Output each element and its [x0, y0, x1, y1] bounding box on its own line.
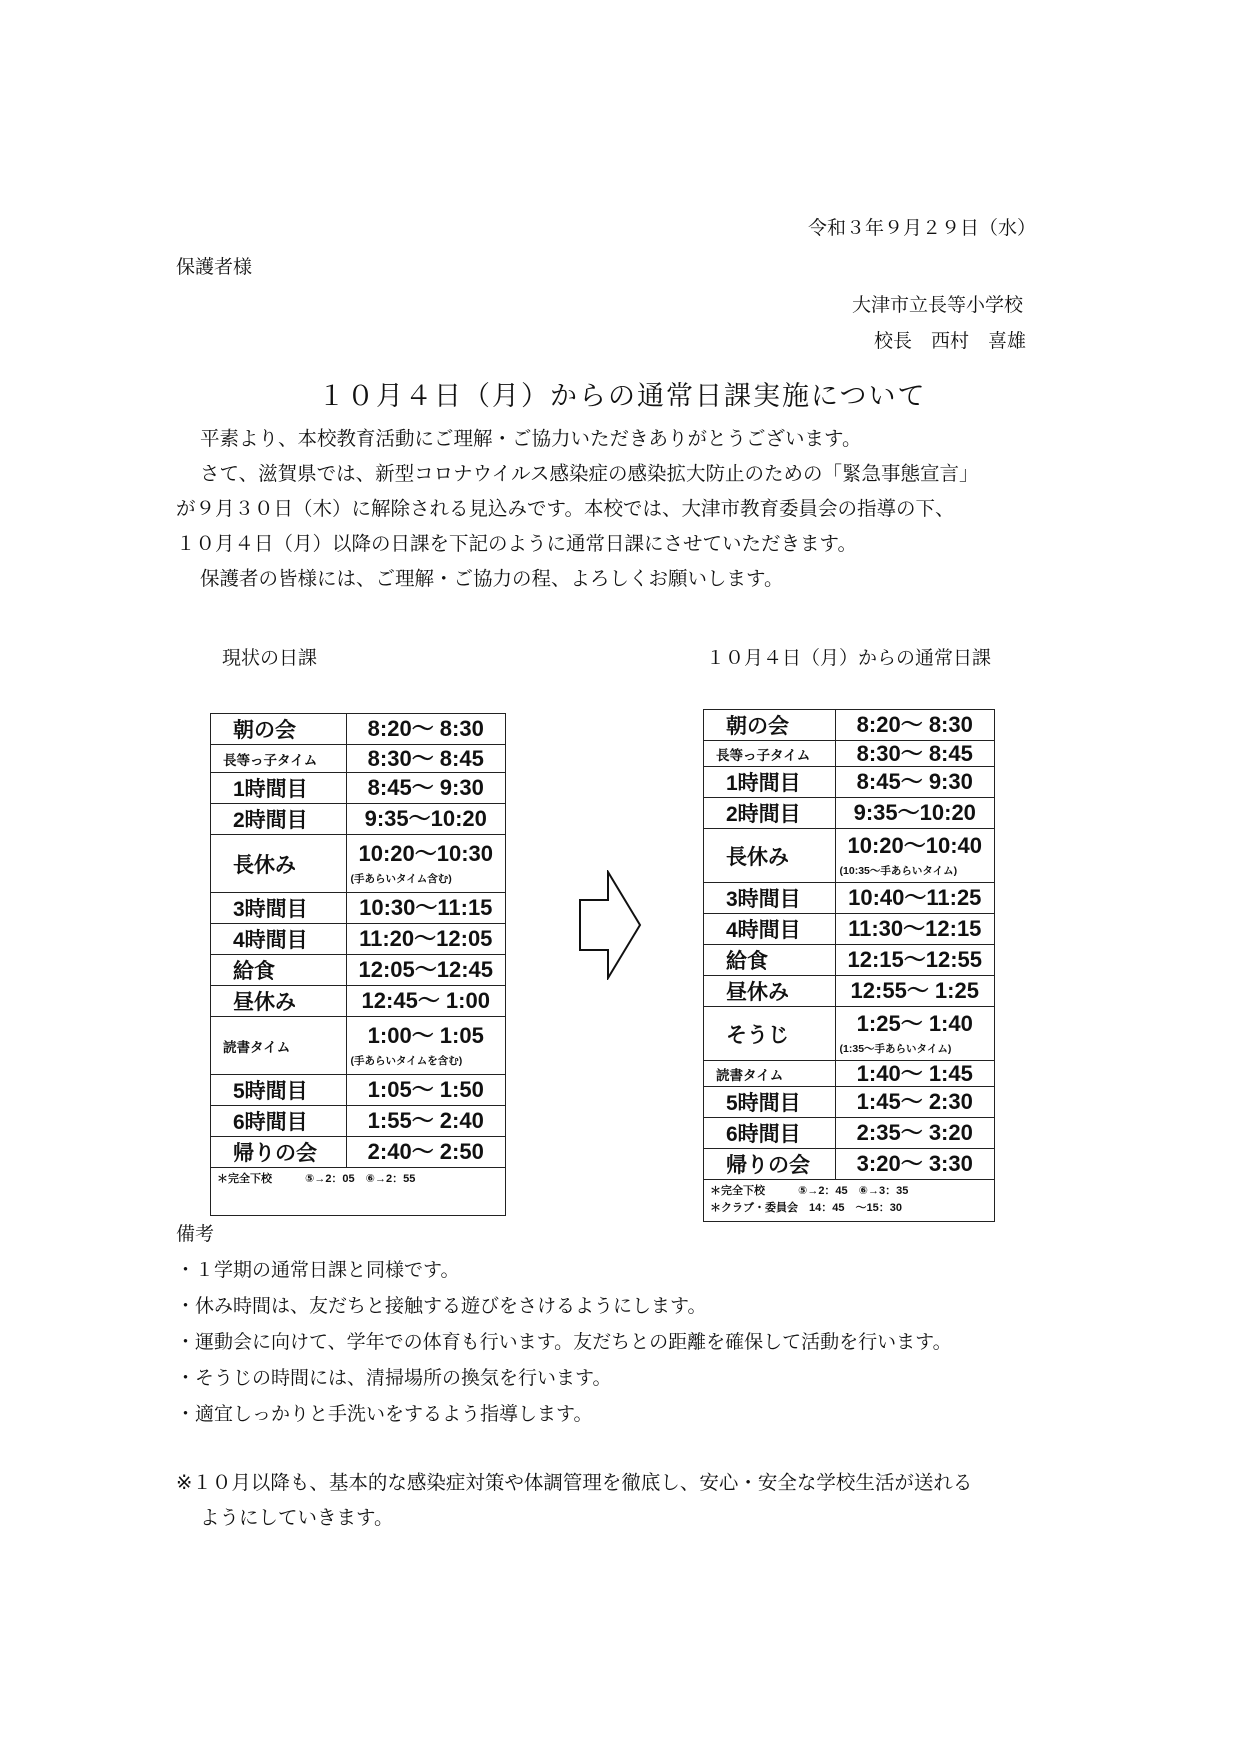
new-schedule-heading: １０月４日（月）からの通常日課 [706, 647, 992, 669]
current-schedule-time-note: (手あらいタイムを含む) [350, 1054, 463, 1067]
new-schedule-period-label: 昼休み [704, 976, 836, 1007]
new-schedule-period-label: 長休み [704, 829, 836, 883]
current-schedule-time-text: 11:20～12:05 [359, 926, 493, 951]
new-schedule-row [704, 829, 995, 883]
new-schedule-period-label: 5時間目 [704, 1087, 836, 1118]
current-schedule-footer-row [211, 1168, 506, 1216]
current-schedule-period-time [346, 745, 505, 773]
current-schedule-time-text: 1:55～ 2:40 [367, 1108, 484, 1133]
new-schedule-period-label: 6時間目 [704, 1118, 836, 1149]
body-line-1: 平素より、本校教育活動にご理解・ご協力いただきありがとうございます。 [200, 427, 862, 450]
new-schedule-footer-row [704, 1180, 995, 1222]
new-schedule-time-text: 2:35～ 3:20 [856, 1120, 973, 1145]
new-schedule-time-text: 12:15～12:55 [847, 947, 983, 972]
new-schedule-period-time [835, 1118, 994, 1149]
current-schedule-row [211, 955, 506, 986]
new-schedule-row [704, 976, 995, 1007]
current-schedule-period-time [346, 1106, 505, 1137]
current-schedule-period-time [346, 835, 505, 893]
current-schedule-time-text: 2:40～ 2:50 [367, 1139, 484, 1164]
remarks-item-4: ・そうじの時間には、清掃場所の換気を行います。 [176, 1367, 612, 1389]
current-schedule-row [211, 1017, 506, 1075]
current-schedule-row [211, 1137, 506, 1168]
new-schedule-time-text: 12:55～ 1:25 [850, 978, 979, 1003]
current-schedule-period-label: 4時間目 [211, 924, 347, 955]
new-schedule-time-text: 8:20～ 8:30 [856, 712, 973, 737]
new-schedule-period-time [835, 883, 994, 914]
new-schedule-footer-line: ＊完全下校 ⑤→2：45 ⑥→3：35 [710, 1185, 909, 1197]
current-schedule-time-text: 10:20～10:30 [358, 840, 494, 866]
new-schedule-time-text: 8:30～ 8:45 [856, 740, 973, 766]
body-line-5: 保護者の皆様には、ご理解・ご協力の程、よろしくお願いします。 [200, 567, 784, 590]
body-line-2: さて、滋賀県では、新型コロナウイルス感染症の感染拡大防止のための「緊急事態宣言」 [200, 462, 979, 485]
new-schedule-period-label: 長等っ子タイム [704, 741, 836, 767]
new-schedule-period-time [835, 1087, 994, 1118]
current-schedule-time-text: 1:00～ 1:05 [367, 1022, 484, 1048]
new-schedule-row [704, 1118, 995, 1149]
current-schedule-period-label: 昼休み [211, 986, 347, 1017]
current-schedule-period-label: 3時間目 [211, 893, 347, 924]
current-schedule-period-time [346, 1137, 505, 1168]
current-schedule-time-note: (手あらいタイム含む) [350, 872, 452, 885]
new-schedule-time-text: 10:40～11:25 [848, 885, 982, 910]
new-schedule-time-text: 10:20～10:40 [847, 832, 983, 858]
new-schedule-row [704, 1149, 995, 1180]
new-schedule-time-text: 3:20～ 3:30 [856, 1151, 973, 1176]
new-schedule-period-time [835, 767, 994, 798]
remarks-item-2: ・休み時間は、友だちと接触する遊びをさけるようにします。 [176, 1295, 707, 1317]
new-schedule-time-text: 9:35～10:20 [853, 800, 976, 825]
current-schedule-period-time [346, 986, 505, 1017]
current-schedule-period-label: 給食 [211, 955, 347, 986]
new-schedule-table [703, 709, 995, 1222]
new-schedule-row [704, 1061, 995, 1087]
current-schedule-period-label: 長等っ子タイム [211, 745, 347, 773]
body-line-4: １０月４日（月）以降の日課を下記のように通常日課にさせていただきます。 [176, 532, 857, 555]
new-schedule-row [704, 741, 995, 767]
new-schedule-row [704, 1007, 995, 1061]
new-schedule-period-time [835, 976, 994, 1007]
current-schedule-row [211, 773, 506, 804]
current-schedule-period-label: 帰りの会 [211, 1137, 347, 1168]
current-schedule-period-label: 6時間目 [211, 1106, 347, 1137]
remarks-item-5: ・適宜しっかりと手洗いをするよう指導します。 [176, 1403, 593, 1425]
new-schedule-period-label: 2時間目 [704, 798, 836, 829]
current-schedule-period-label: 朝の会 [211, 714, 347, 745]
current-schedule-row [211, 745, 506, 773]
new-schedule-time-note: (10:35～手あらいタイム) [839, 864, 958, 877]
current-schedule-time-text: 12:45～ 1:00 [361, 988, 490, 1013]
current-schedule-time-text: 9:35～10:20 [364, 806, 487, 831]
closing-line-2: ようにしていきます。 [200, 1506, 394, 1529]
new-schedule-time-text: 1:45～ 2:30 [856, 1089, 973, 1114]
current-schedule-row [211, 1075, 506, 1106]
new-schedule-period-label: 3時間目 [704, 883, 836, 914]
current-schedule-time-text: 12:05～12:45 [358, 957, 494, 982]
new-schedule-row [704, 1087, 995, 1118]
current-schedule-period-time [346, 1075, 505, 1106]
new-schedule-period-label: 帰りの会 [704, 1149, 836, 1180]
new-schedule-period-label: 4時間目 [704, 914, 836, 945]
new-schedule-footer-line: ＊クラブ・委員会 14：45 ～15：30 [710, 1202, 902, 1214]
sender-principal: 校長 西村 喜雄 [874, 330, 1027, 352]
current-schedule-period-label: 読書タイム [211, 1017, 347, 1075]
body-line-3: が９月３０日（木）に解除される見込みです。本校では、大津市教育委員会の指導の下、 [176, 497, 955, 520]
current-schedule-time-text: 1:05～ 1:50 [367, 1077, 484, 1102]
current-schedule-table [210, 713, 506, 1216]
new-schedule-period-label: 朝の会 [704, 710, 836, 741]
new-schedule-row [704, 914, 995, 945]
new-schedule-time-text: 8:45～ 9:30 [856, 769, 973, 794]
current-schedule-period-time [346, 1017, 505, 1075]
new-schedule-period-label: 読書タイム [704, 1061, 836, 1087]
new-schedule-row [704, 767, 995, 798]
new-schedule-footer [704, 1180, 995, 1222]
sender-school: 大津市立長等小学校 [852, 294, 1024, 316]
new-schedule-period-time [835, 1149, 994, 1180]
new-schedule-time-note: (1:35～手あらいタイム) [839, 1042, 952, 1055]
current-schedule-footer [211, 1168, 506, 1216]
current-schedule-period-label: 1時間目 [211, 773, 347, 804]
current-schedule-heading: 現状の日課 [222, 647, 318, 669]
current-schedule-time-text: 8:45～ 9:30 [367, 775, 484, 800]
new-schedule-period-label: 1時間目 [704, 767, 836, 798]
current-schedule-time-text: 8:30～ 8:45 [367, 745, 484, 771]
current-schedule-row [211, 924, 506, 955]
current-schedule-row [211, 835, 506, 893]
current-schedule-row [211, 804, 506, 835]
new-schedule-row [704, 798, 995, 829]
closing-line-1: ※１０月以降も、基本的な感染症対策や体調管理を徹底し、安心・安全な学校生活が送れる [176, 1471, 973, 1494]
current-schedule-period-label: 5時間目 [211, 1075, 347, 1106]
right-arrow-outline-icon [578, 870, 642, 980]
current-schedule-row [211, 893, 506, 924]
new-schedule-period-label: 給食 [704, 945, 836, 976]
remarks-heading: 備考 [176, 1223, 215, 1245]
remarks-item-1: ・１学期の通常日課と同様です。 [176, 1259, 460, 1281]
current-schedule-time-text: 10:30～11:15 [359, 895, 493, 920]
new-schedule-row [704, 883, 995, 914]
current-schedule-period-time [346, 955, 505, 986]
new-schedule-time-text: 11:30～12:15 [848, 916, 982, 941]
current-schedule-period-label: 2時間目 [211, 804, 347, 835]
new-schedule-row [704, 710, 995, 741]
current-schedule-time-text: 8:20～ 8:30 [367, 716, 484, 741]
new-schedule-time-text: 1:40～ 1:45 [856, 1060, 973, 1086]
new-schedule-period-time [835, 798, 994, 829]
new-schedule-row [704, 945, 995, 976]
current-schedule-period-label: 長休み [211, 835, 347, 893]
remarks-item-3: ・運動会に向けて、学年での体育も行います。友だちとの距離を確保して活動を行います。 [176, 1331, 952, 1353]
new-schedule-period-time [835, 1007, 994, 1061]
new-schedule-period-label: そうじ [704, 1007, 836, 1061]
current-schedule-body [211, 714, 506, 1216]
current-schedule-row [211, 714, 506, 745]
document-title: １０月４日（月）からの通常日課実施について [318, 381, 927, 412]
new-schedule-period-time [835, 741, 994, 767]
current-schedule-period-time [346, 924, 505, 955]
current-schedule-period-time [346, 773, 505, 804]
recipient: 保護者様 [176, 256, 253, 278]
new-schedule-period-time [835, 710, 994, 741]
current-schedule-period-time [346, 893, 505, 924]
new-schedule-period-time [835, 945, 994, 976]
new-schedule-body [704, 710, 995, 1222]
current-schedule-row [211, 1106, 506, 1137]
current-schedule-period-time [346, 714, 505, 745]
current-schedule-footer-line: ＊完全下校 ⑤→2：05 ⑥→2：55 [217, 1173, 416, 1185]
new-schedule-period-time [835, 1061, 994, 1087]
document-date: 令和３年９月２９日（水） [808, 217, 1037, 239]
current-schedule-period-time [346, 804, 505, 835]
new-schedule-time-text: 1:25～ 1:40 [856, 1010, 973, 1036]
new-schedule-period-time [835, 829, 994, 883]
new-schedule-period-time [835, 914, 994, 945]
current-schedule-row [211, 986, 506, 1017]
